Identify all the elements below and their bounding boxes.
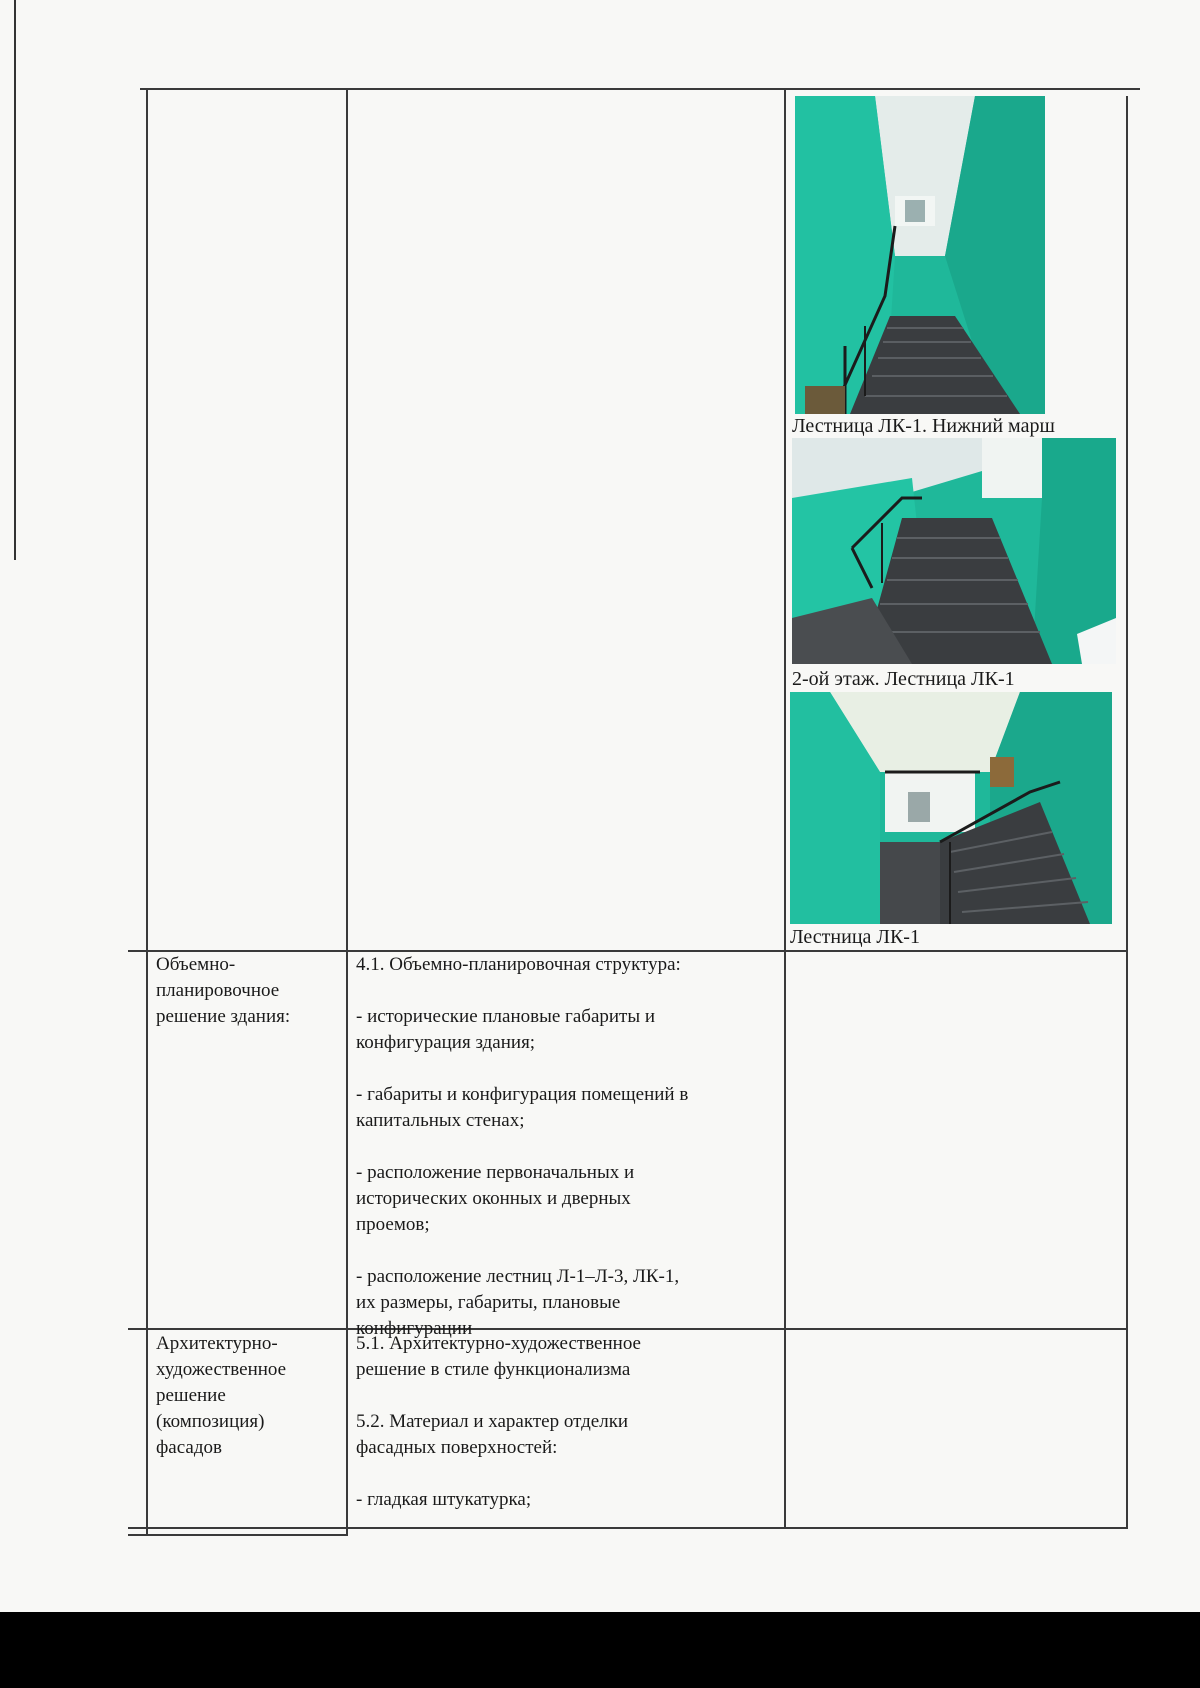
scan-bottom-bar xyxy=(0,1612,1200,1688)
table-top-border xyxy=(140,88,1140,90)
row-content-volume-planning xyxy=(356,952,776,1342)
text-line: 4.1. Объемно-планировочная структура: xyxy=(356,954,681,975)
label-line: решение здания: xyxy=(156,1006,291,1027)
text-line: проемов; xyxy=(356,1214,430,1235)
scan-edge-line xyxy=(14,0,16,560)
text-line: исторических оконных и дверных xyxy=(356,1188,631,1209)
paragraph xyxy=(356,1160,776,1238)
label-line: решение xyxy=(156,1385,226,1406)
text-line: 5.1. Архитектурно-художественное xyxy=(356,1333,641,1354)
row-label-architectural-solution xyxy=(156,1331,341,1461)
label-line: Архитектурно- xyxy=(156,1333,278,1354)
text-line: капитальных стенах; xyxy=(356,1110,525,1131)
text-line: решение в стиле функционализма xyxy=(356,1359,631,1380)
photo-caption-1: Лестница ЛК-1. Нижний марш xyxy=(792,415,1055,437)
label-line: Объемно- xyxy=(156,954,236,975)
label-line: (композиция) xyxy=(156,1411,265,1432)
col-border-3 xyxy=(784,88,786,1528)
text-line: конфигурация здания; xyxy=(356,1032,536,1053)
paragraph xyxy=(356,952,776,978)
row-label-volume-planning xyxy=(156,952,341,1030)
text-line: конфигурации xyxy=(356,1318,473,1339)
paragraph xyxy=(356,1331,776,1383)
text-line: 5.2. Материал и характер отделки xyxy=(356,1411,629,1432)
text-line: фасадных поверхностей: xyxy=(356,1437,558,1458)
text-line: - расположение лестниц Л-1–Л-3, ЛК-1, xyxy=(356,1266,680,1287)
text-line: - исторические плановые габариты и xyxy=(356,1006,656,1027)
stair-photo-lower-flight xyxy=(795,96,1045,414)
photo-caption-2: 2-ой этаж. Лестница ЛК-1 xyxy=(792,668,1015,690)
text-line: - гладкая штукатурка; xyxy=(356,1489,532,1510)
paragraph xyxy=(356,1082,776,1134)
text-line: - расположение первоначальных и xyxy=(356,1162,635,1183)
label-line: фасадов xyxy=(156,1437,222,1458)
row-content-architectural-solution xyxy=(356,1331,776,1513)
label-line: художественное xyxy=(156,1359,287,1380)
text-line: - габариты и конфигурация помещений в xyxy=(356,1084,689,1105)
stair-photo-stairwell xyxy=(790,692,1112,924)
table-bottom-border xyxy=(128,1534,348,1536)
paragraph xyxy=(356,1409,776,1461)
paragraph xyxy=(356,1487,776,1513)
paragraph xyxy=(356,1004,776,1056)
row-divider-3 xyxy=(128,1527,1128,1529)
label-line: планировочное xyxy=(156,980,280,1001)
photo-caption-3: Лестница ЛК-1 xyxy=(790,926,920,948)
stair-photo-second-floor xyxy=(792,438,1116,664)
col-border-4 xyxy=(1126,96,1128,1528)
col-border-1 xyxy=(146,88,148,1534)
text-line: их размеры, габариты, плановые xyxy=(356,1292,621,1313)
col-border-2 xyxy=(346,88,348,1534)
